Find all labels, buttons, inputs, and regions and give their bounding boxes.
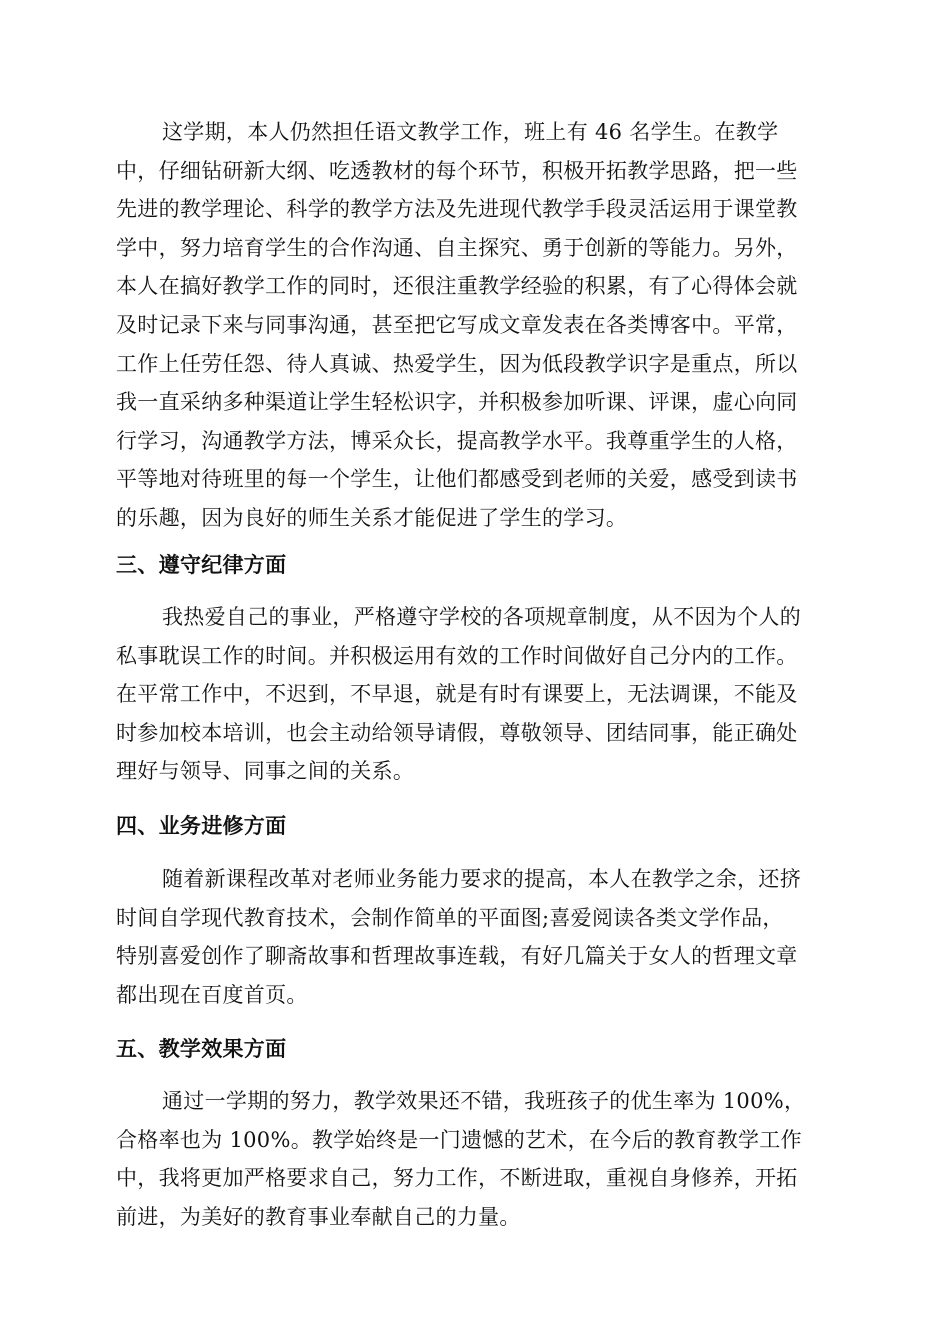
paragraph-line: 前进，为美好的教育事业奉献自己的力量。 xyxy=(116,1204,521,1229)
paragraph-line: 本人在搞好教学工作的同时，还很注重教学经验的积累，有了心得体会就 xyxy=(116,274,798,299)
paragraph-line: 合格率也为 100%。教学始终是一门遗憾的艺术，在今后的教育教学工作 xyxy=(116,1127,802,1152)
paragraph-discipline xyxy=(116,598,834,791)
paragraph-line: 都出现在百度首页。 xyxy=(116,982,308,1007)
paragraph-teaching-work xyxy=(116,113,834,538)
paragraph-line: 先进的教学理论、科学的教学方法及先进现代教学手段灵活运用于课堂教 xyxy=(116,197,798,222)
paragraph-line: 行学习，沟通教学方法，博采众长，提高教学水平。我尊重学生的人格， xyxy=(116,428,798,453)
section-heading-teaching-results: 五、教学效果方面 xyxy=(116,1036,287,1061)
paragraph-line: 这学期，本人仍然担任语文教学工作，班上有 46 名学生。在教学 xyxy=(162,120,779,144)
paragraph-line: 中，仔细钻研新大纲、吃透教材的每个环节，积极开拓教学思路，把一些 xyxy=(116,158,798,183)
paragraph-line: 的乐趣，因为良好的师生关系才能促进了学生的学习。 xyxy=(116,505,628,530)
paragraph-line: 工作上任劳任怨、待人真诚、热爱学生，因为低段教学识字是重点，所以 xyxy=(116,351,798,376)
paragraph-line: 通过一学期的努力，教学效果还不错，我班孩子的优生率为 100%， xyxy=(162,1089,806,1113)
paragraph-line: 时参加校本培训，也会主动给领导请假，尊敬领导、团结同事，能正确处 xyxy=(116,720,798,745)
paragraph-line: 私事耽误工作的时间。并积极运用有效的工作时间做好自己分内的工作。 xyxy=(116,643,798,668)
paragraph-line: 中，我将更加严格要求自己，努力工作，不断进取，重视自身修养，开拓 xyxy=(116,1166,798,1191)
paragraph-line: 及时记录下来与同事沟通，甚至把它写成文章发表在各类博客中。平常， xyxy=(116,312,798,337)
paragraph-line: 时间自学现代教育技术，会制作简单的平面图;喜爱阅读各类文学作品， xyxy=(116,905,784,930)
paragraph-line: 随着新课程改革对老师业务能力要求的提高，本人在教学之余，还挤 xyxy=(162,867,801,891)
paragraph-line: 在平常工作中，不迟到，不早退，就是有时有课要上，无法调课，不能及 xyxy=(116,682,798,707)
paragraph-line: 理好与领导、同事之间的关系。 xyxy=(116,759,415,784)
paragraph-line: 学中，努力培育学生的合作沟通、自主探究、勇于创新的等能力。另外， xyxy=(116,235,798,260)
section-heading-professional-development: 四、业务进修方面 xyxy=(116,813,287,838)
paragraph-line: 我一直采纳多种渠道让学生轻松识字，并积极参加听课、评课，虚心向同 xyxy=(116,390,798,415)
section-heading-discipline: 三、遵守纪律方面 xyxy=(116,552,287,577)
paragraph-professional-development xyxy=(116,860,834,1014)
paragraph-teaching-results xyxy=(116,1082,834,1236)
paragraph-line: 我热爱自己的事业，严格遵守学校的各项规章制度，从不因为个人的 xyxy=(162,605,801,629)
paragraph-line: 平等地对待班里的每一个学生，让他们都感受到老师的关爱，感受到读书 xyxy=(116,467,798,492)
paragraph-line: 特别喜爱创作了聊斋故事和哲理故事连载，有好几篇关于女人的哲理文章 xyxy=(116,944,798,969)
